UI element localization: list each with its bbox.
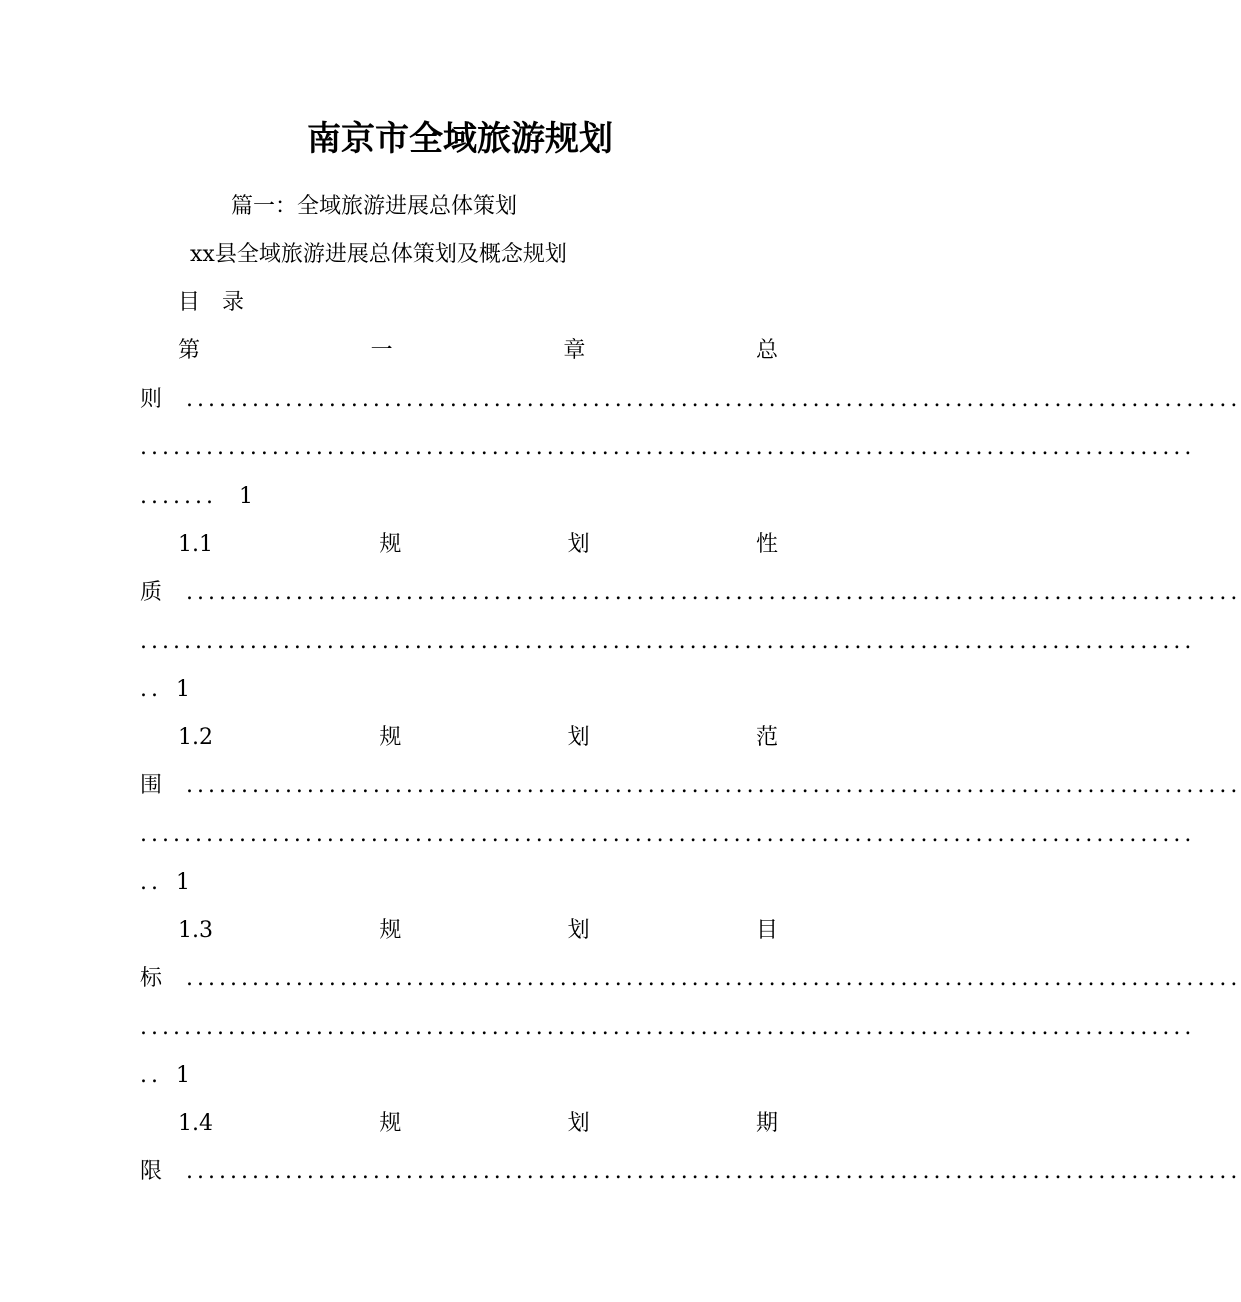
toc-text: 期 xyxy=(755,1111,778,1136)
toc-leader-dots: ................................................................................................ xyxy=(186,387,1241,412)
toc-text: 章 xyxy=(563,338,586,363)
toc-leader-dots: ....... xyxy=(140,484,217,509)
toc-leader-dots: ................................................................................................ xyxy=(186,1159,1241,1184)
toc-text: 1.1 xyxy=(178,532,213,557)
toc-text: 划 xyxy=(567,532,590,557)
toc-entry-spread xyxy=(178,920,778,942)
toc-leader-dots: ................................................................................................ xyxy=(186,580,1241,605)
toc-text: 规 xyxy=(379,725,402,750)
toc-leader-dots: ................................................................................................ xyxy=(140,435,1196,460)
section-subtitle: 篇一：全域旅游进展总体策划 xyxy=(231,194,518,219)
toc-entry-tail: 限 xyxy=(140,1159,163,1184)
toc-leader-dots: ................................................................................................ xyxy=(140,1015,1196,1040)
toc-text: 性 xyxy=(755,532,778,557)
toc-entry-tail: 则 xyxy=(140,387,163,412)
toc-heading: 目 录 xyxy=(178,290,245,315)
toc-entry-spread xyxy=(178,727,778,749)
toc-text: 划 xyxy=(567,725,590,750)
toc-text: 划 xyxy=(567,1111,590,1136)
toc-text: 1.2 xyxy=(178,725,213,750)
toc-page-number: 1 xyxy=(176,677,190,702)
toc-text: 总 xyxy=(755,338,778,363)
toc-text: 第 xyxy=(178,338,201,363)
toc-leader-dots: .. xyxy=(140,1063,162,1088)
toc-leader-dots: ................................................................................................ xyxy=(186,966,1241,991)
toc-text: 规 xyxy=(379,1111,402,1136)
toc-entry-tail: 标 xyxy=(140,966,163,991)
toc-leader-dots: .. xyxy=(140,677,162,702)
toc-leader-dots: ................................................................................................ xyxy=(186,773,1241,798)
toc-text: 1.3 xyxy=(178,918,213,943)
toc-entry-tail: 围 xyxy=(140,773,163,798)
toc-leader-dots: .. xyxy=(140,870,162,895)
toc-text: 规 xyxy=(379,918,402,943)
toc-text: 规 xyxy=(379,532,402,557)
toc-entry-tail: 质 xyxy=(140,580,163,605)
toc-leader-dots: ................................................................................................ xyxy=(140,822,1196,847)
toc-page-number: 1 xyxy=(176,1063,190,1088)
toc-page-number: 1 xyxy=(176,870,190,895)
toc-entry-spread xyxy=(178,340,778,362)
toc-text: 一 xyxy=(370,338,393,363)
document-title: 南京市全域旅游规划 xyxy=(307,119,613,159)
document-name: xx县全域旅游进展总体策划及概念规划 xyxy=(190,242,567,267)
toc-text: 目 xyxy=(755,918,778,943)
toc-text: 范 xyxy=(755,725,778,750)
toc-text: 1.4 xyxy=(178,1111,213,1136)
toc-leader-dots: ................................................................................................ xyxy=(140,629,1196,654)
toc-entry-spread xyxy=(178,1113,778,1135)
toc-text: 划 xyxy=(567,918,590,943)
toc-entry-spread xyxy=(178,534,778,556)
toc-page-number: 1 xyxy=(239,484,253,509)
